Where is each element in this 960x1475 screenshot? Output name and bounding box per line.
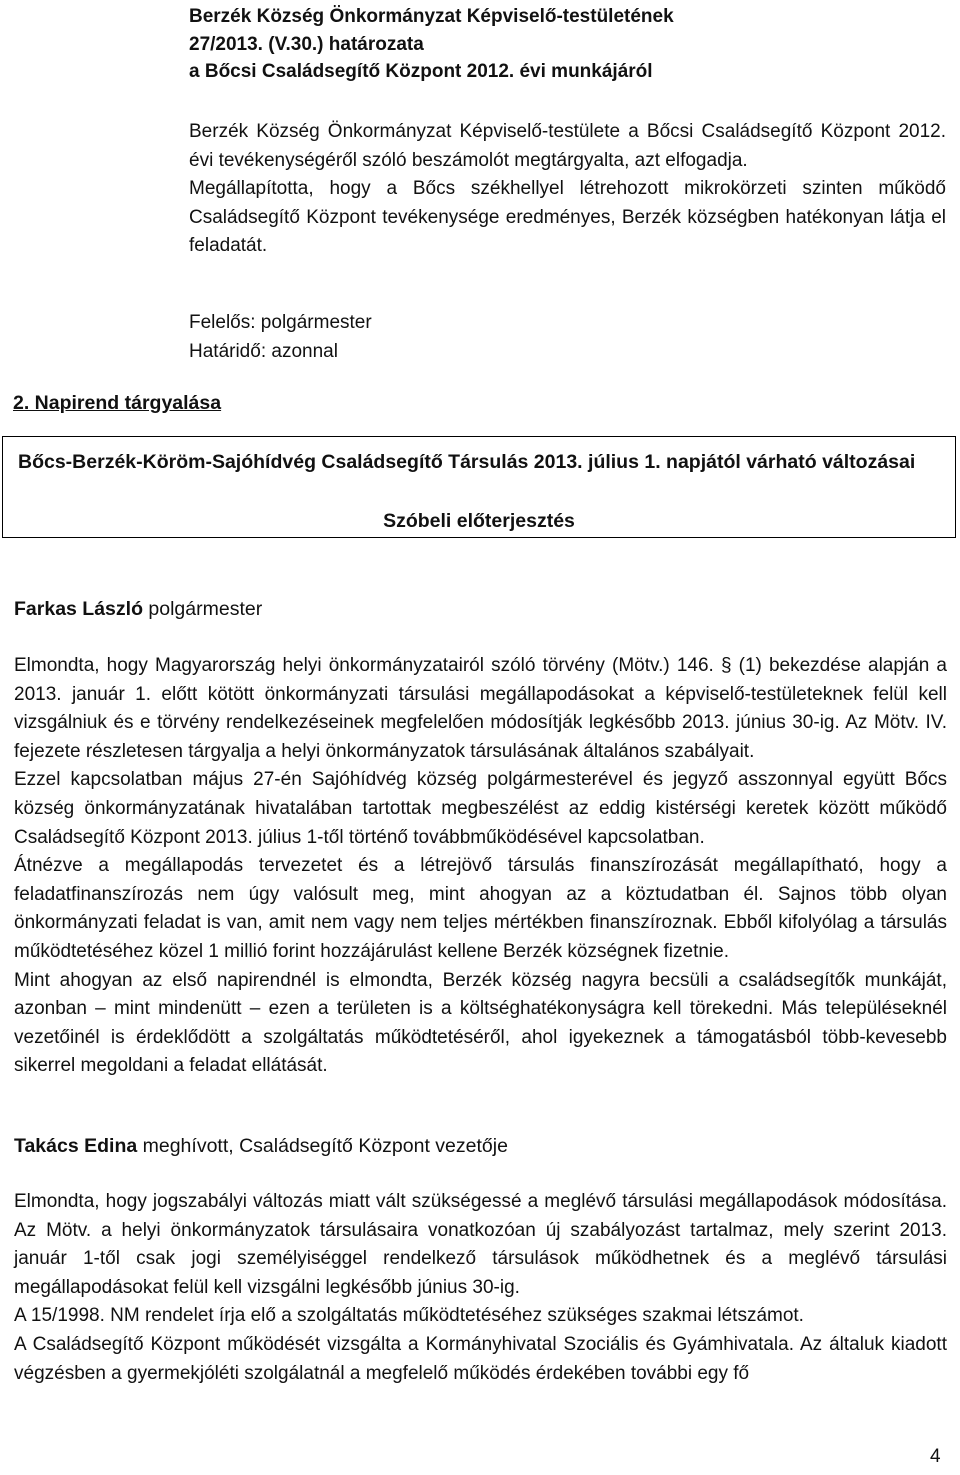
resolution-header [189,3,949,86]
statement-paragraph: Elmondta, hogy jogszabályi változás miatt vált szükségessé a meglévő társulási megállapodások módosítása. Az Mötv. a helyi önkormányzatok társulásaira vonatkozóan új szabályozást tartalmaz, mely szerint 2013. január 1-től csak jogi személyiséggel rendelkező társulások működhetnek és a meglévő társulási megállapodásokat felül kell vizsgálni legkésőbb június 30-ig. [14,1191,947,1298]
speaker-heading [14,598,262,621]
statement-paragraph: Ezzel kapcsolatban május 27-én Sajóhídvég község polgármesterével és jegyző asszonnyal együtt Bőcs község önkormányzatának hivatalában tartottak megbeszélést az eddig kistérségi keretek között működő Családsegítő Központ 2013. július 1-től történő továbbműködésével kapcsolatban. [14,769,947,848]
resolution-header-line: Berzék Község Önkormányzat Képviselő-testületének [189,6,674,27]
resolution-header-line: 27/2013. (V.30.) határozata [189,33,424,55]
statement-paragraph: A 15/1998. NM rendelet írja elő a szolgáltatás működtetéséhez szükséges szakmai létszámot. [14,1305,804,1327]
deadline-line: Határidő: azonnal [189,341,338,362]
responsible-block [189,308,689,366]
resolution-paragraph: Berzék Község Önkormányzat Képviselő-testülete a Bőcsi Családsegítő Központ 2012. évi tevékenységéről szóló beszámolót megtárgyalta, azt elfogadja. [189,121,946,171]
speaker-role: meghívott, Családsegítő Központ vezetője [137,1135,508,1157]
topic-title: Bőcs-Berzék-Köröm-Sajóhídvég Családsegítő Társulás 2013. július 1. napjától várható változásai [18,451,916,473]
speaker-statement [14,1188,947,1388]
statement-paragraph: A Családsegítő Központ működését vizsgálta a Kormányhivatal Szociális és Gyámhivatala. Az általuk kiadott végzésben a gyermekjóléti szolgálatnál a megfelelő működés érdekében további egy fő [14,1333,947,1384]
statement-paragraph: Mint ahogyan az első napirendnél is elmondta, Berzék község nagyra becsüli a családsegítők munkáját, azonban – mint mindenütt – ezen a területen is a költséghatékonyságra kell törekedni. Más településeknél vezetőinél is érdeklődött a szolgáltatás működtetéséről, ahol igyekeznek a támogatásból több-kevesebb sikerrel megoldani a feladat ellátását. [14,969,947,1077]
resolution-body [189,118,946,261]
page-number: 4 [930,1446,941,1467]
resolution-header-line: a Bőcsi Családsegítő Központ 2012. évi munkájáról [189,61,653,82]
speaker-heading [14,1135,508,1158]
speaker-name: Farkas László [14,598,143,620]
speaker-name: Takács Edina [14,1135,138,1157]
speaker-statement [14,652,947,1081]
statement-paragraph: Átnézve a megállapodás tervezetet és a létrejövő társulás finanszírozását megállapítható, hogy a feladatfinanszírozás nem úgy valósult meg, mint ahogyan az a köztudatban él. Sajnos több olyan önkormányzati feladat is van, amit nem vagy nem teljes mértékben finanszíroznak. Ebből kifolyólag a társulás működtetéséhez közel 1 millió forint hozzájárulást kellene Berzék községnek fizetnie. [14,855,947,962]
topic-subtitle: Szóbeli előterjesztés [383,510,575,532]
responsible-line: Felelős: polgármester [189,312,372,333]
resolution-paragraph: Megállapította, hogy a Bőcs székhellyel létrehozott mikrokörzeti szinten működő Családsegítő Központ tevékenysége eredményes, Berzék községben hatékonyan látja el feladatát. [189,178,946,256]
topic-box [2,436,956,538]
speaker-role: polgármester [142,598,263,620]
statement-paragraph: Elmondta, hogy Magyarország helyi önkormányzatairól szóló törvény (Mötv.) 146. § (1) bekezdése alapján a 2013. január 1. előtt kötött önkormányzati társulási megállapodásokat a képviselő-testületeknek felül kell vizsgálniuk és e törvény rendelkezéseinek megfelelően módosítják legkésőbb 2013. június 30-ig. Az Mötv. IV. fejezete részletesen tárgyalja a helyi önkormányzatok társulásának általános szabályait. [14,655,947,762]
agenda-title: 2. Napirend tárgyalása [13,392,222,414]
